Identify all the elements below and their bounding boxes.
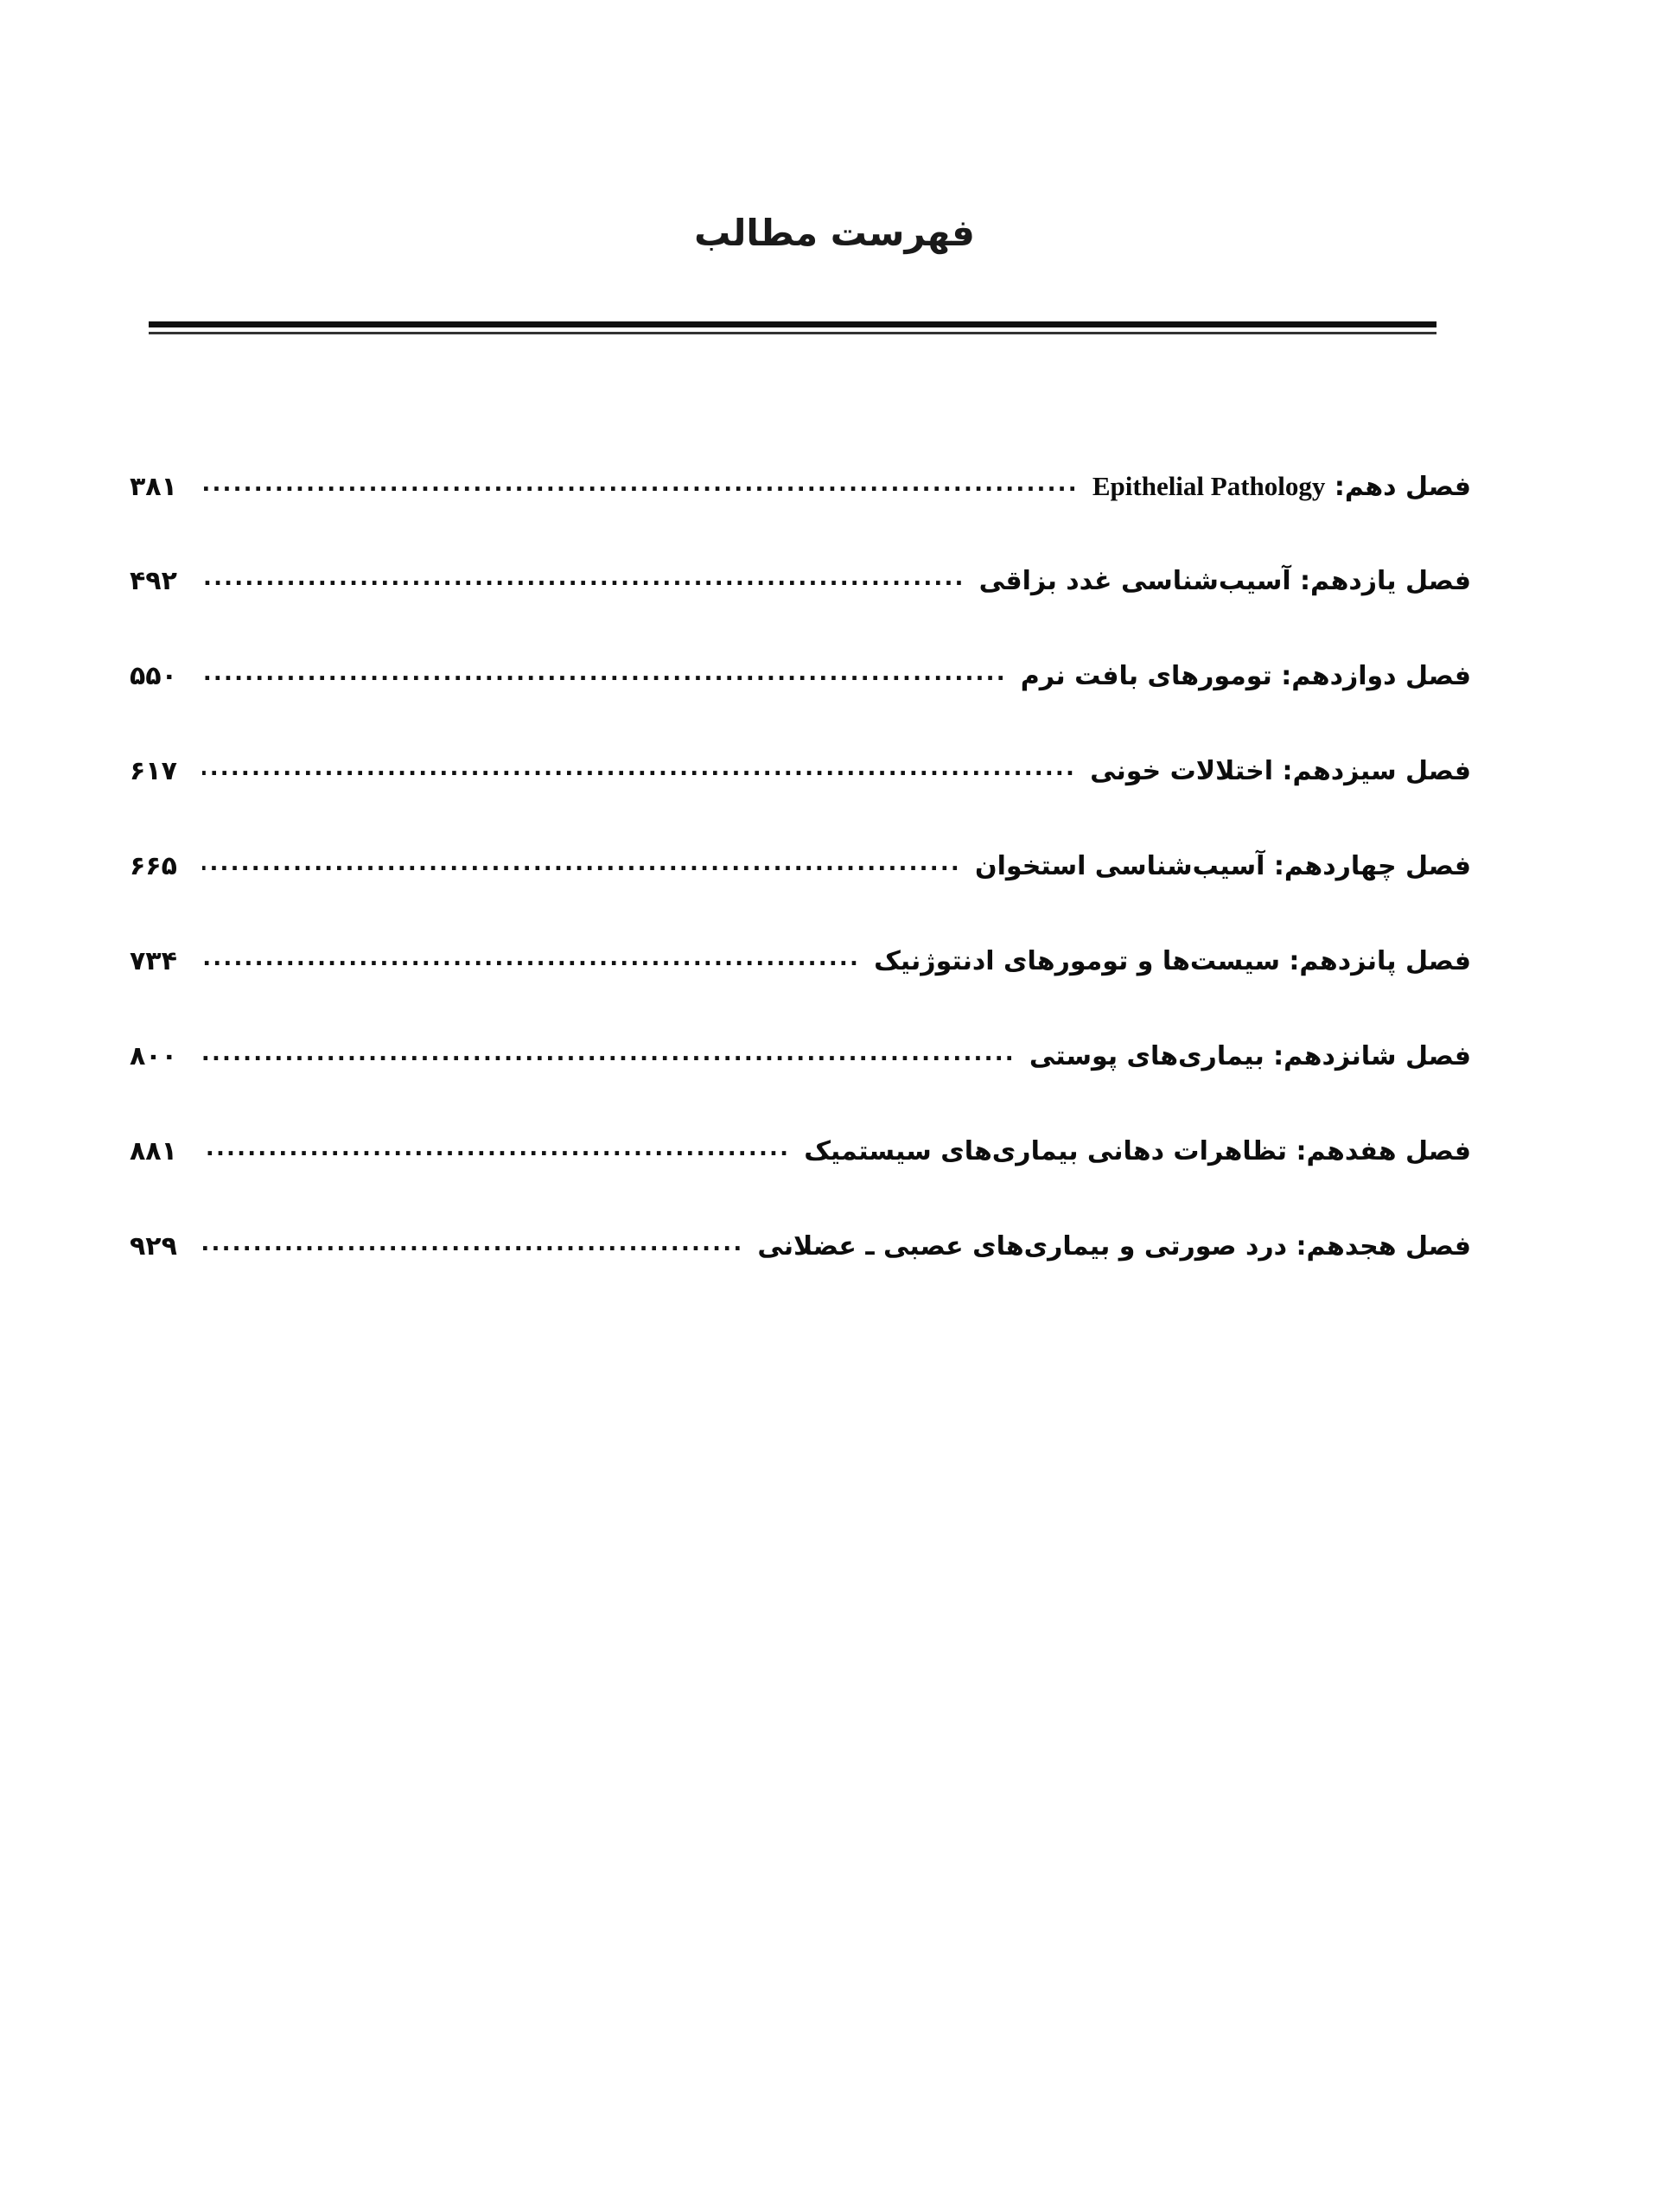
toc-entry-page-number: ۹۲۹ [130,1231,177,1262]
toc-dot-leader [202,671,1007,684]
toc-dot-leader [202,575,965,589]
toc-entry-label [749,1231,1471,1262]
toc-entry-label-fa: فصل هفدهم: تظاهرات دهانی بیماری‌های سیستمیک [804,1136,1471,1166]
toc-dot-leader [202,1051,1016,1065]
toc-entry-label [865,946,1471,976]
toc-entry-label [1021,1041,1471,1071]
toc-entry[interactable] [130,1231,1471,1326]
toc-entry-label [971,566,1471,596]
toc-dot-leader [202,481,1079,495]
toc-entry-list [130,471,1471,1326]
toc-entry-label-fa: فصل چهاردهم: آسیب‌شناسی استخوان [975,851,1471,881]
rule-thin [149,332,1436,334]
toc-entry-page-number: ۳۸۱ [130,472,177,502]
toc-dot-leader [202,766,1076,779]
toc-entry-label-fa: فصل یازدهم: آسیب‌شناسی غدد بزاقی [978,566,1471,596]
toc-entry-label [966,851,1471,881]
title-double-rule [149,321,1436,334]
toc-entry[interactable] [130,1041,1471,1136]
toc-entry-label [1012,661,1471,691]
toc-entry-page-number: ۴۹۲ [130,566,177,596]
toc-dot-leader [202,956,860,969]
toc-entry-label-fa: فصل دوازدهم: تومورهای بافت نرم [1020,661,1471,691]
toc-entry-label [795,1136,1471,1166]
toc-entry-label-latin: Epithelial Pathology [1092,471,1326,501]
toc-dot-leader [202,861,961,874]
page-title: فهرست مطالب [694,212,975,254]
toc-entry-label-fa: فصل شانزدهم: بیماری‌های پوستی [1029,1041,1471,1071]
toc-entry[interactable] [130,756,1471,851]
toc-entry[interactable] [130,471,1471,566]
toc-entry-label-fa: فصل هجدهم: درد صورتی و بیماری‌های عصبی ـ عضلانی [757,1231,1471,1262]
toc-dot-leader [202,1146,790,1160]
toc-entry-page-number: ۶۶۵ [130,851,177,881]
toc-entry[interactable] [130,661,1471,756]
toc-entry-page-number: ۵۵۰ [130,661,177,691]
toc-entry-page-number: ۶۱۷ [130,756,177,786]
toc-entry-label-fa: فصل سیزدهم: اختلالات خونی [1090,756,1471,786]
toc-entry[interactable] [130,1136,1471,1231]
toc-entry[interactable] [130,851,1471,946]
toc-entry[interactable] [130,566,1471,661]
toc-entry-page-number: ۸۰۰ [130,1041,177,1071]
rule-thick [149,321,1436,327]
toc-entry-label [1084,471,1471,502]
toc-entry-page-number: ۸۸۱ [130,1136,177,1166]
toc-entry-page-number: ۷۳۴ [130,946,177,976]
toc-entry-label-fa: فصل پانزدهم: سیست‌ها و تومورهای ادنتوژنیک [874,946,1471,976]
toc-entry-label-fa: فصل دهم: [1325,472,1471,502]
toc-entry[interactable] [130,946,1471,1041]
toc-dot-leader [202,1241,743,1255]
toc-entry-label [1081,756,1471,786]
